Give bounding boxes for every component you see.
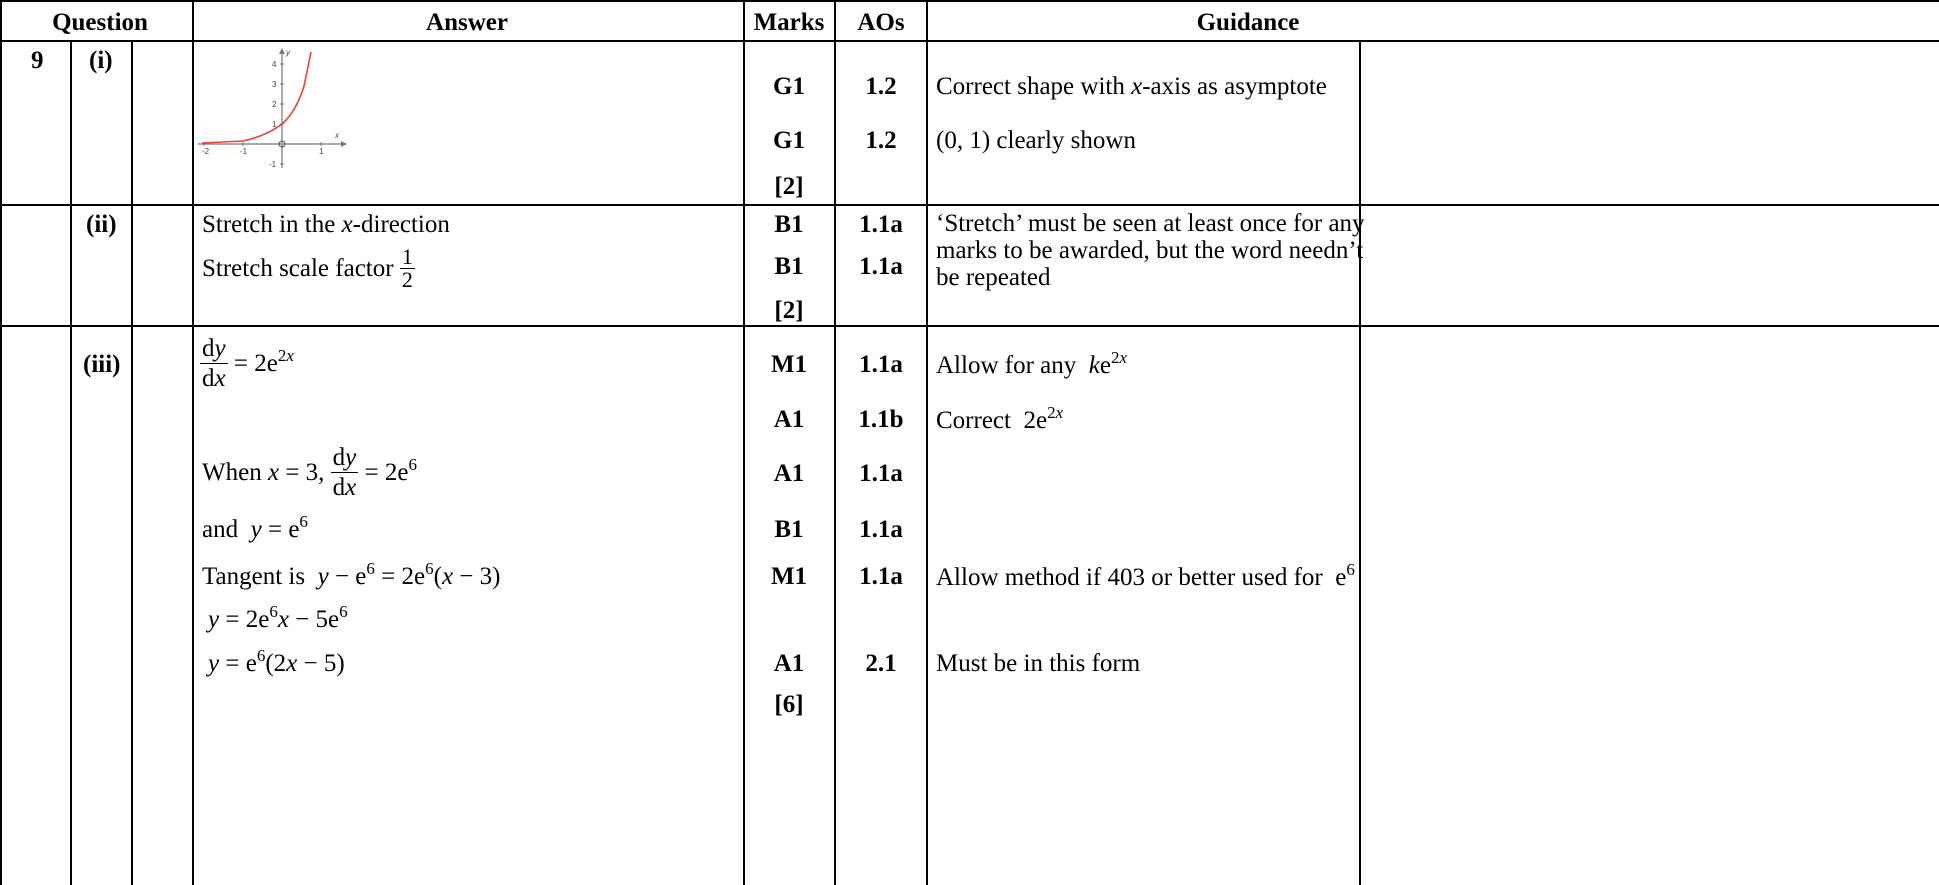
answer-ii-2: Stretch scale factor $\frac{1}{2}$ bbox=[202, 244, 413, 292]
guidance-i-2: (0, 1) clearly shown bbox=[936, 127, 1136, 154]
answer-iii-and: and $y = e^6$ bbox=[202, 512, 308, 543]
mark-iii-1: M1 bbox=[770, 351, 808, 378]
answer-ii-1: Stretch in the x-direction bbox=[202, 211, 450, 238]
mark-iii-6: A1 bbox=[773, 650, 805, 677]
col-line-part bbox=[131, 40, 133, 885]
ao-ii-1: 1.1a bbox=[859, 211, 903, 238]
answer-iii-tangent: Tangent is $y - e^6 = 2e^6(x - 3)$ bbox=[202, 559, 501, 590]
ao-iii-1: 1.1a bbox=[859, 351, 903, 378]
x-axis-arrow bbox=[341, 141, 347, 147]
total-ii: [2] bbox=[774, 297, 804, 324]
x-tick--2: -2 bbox=[202, 147, 210, 156]
col-line-aos bbox=[834, 0, 836, 885]
y-tick--1: -1 bbox=[269, 160, 277, 169]
ao-iii-4: 1.1a bbox=[859, 516, 903, 543]
header-guidance: Guidance bbox=[1196, 9, 1300, 36]
y-axis-arrow bbox=[279, 48, 285, 54]
mark-iii-4: B1 bbox=[774, 516, 804, 543]
header-answer: Answer bbox=[426, 9, 508, 36]
mark-ii-2: B1 bbox=[774, 253, 804, 280]
ao-i-1: 1.2 bbox=[865, 73, 897, 100]
ao-ii-2: 1.1a bbox=[859, 253, 903, 280]
part-label-iii: (iii) bbox=[83, 351, 121, 378]
y-axis-label: y bbox=[286, 48, 290, 57]
mark-i-1: G1 bbox=[773, 73, 805, 100]
rule-header bbox=[0, 40, 1939, 42]
total-i: [2] bbox=[774, 173, 804, 200]
y-tick-1: 1 bbox=[272, 120, 277, 129]
mark-i-2: G1 bbox=[773, 127, 805, 154]
answer-iii-expanded: $y = 2e^6x - 5e^6$ bbox=[208, 602, 348, 633]
mark-iii-2: A1 bbox=[773, 406, 805, 433]
col-line-extra bbox=[1359, 40, 1361, 885]
part-label-i: (i) bbox=[89, 47, 113, 74]
rule-top bbox=[0, 0, 1939, 2]
guidance-iii-2: Correct $2e^{2x}$ bbox=[936, 403, 1064, 434]
mark-ii-1: B1 bbox=[774, 211, 804, 238]
mark-iii-3: A1 bbox=[773, 460, 805, 487]
ao-iii-3: 1.1a bbox=[859, 460, 903, 487]
y-tick-2: 2 bbox=[272, 100, 277, 109]
y-tick-4: 4 bbox=[272, 60, 277, 69]
answer-iii-when: When x = 3, $\frac{dy}{dx}$ = $2e^6$ bbox=[202, 444, 417, 501]
col-line-guidance bbox=[926, 0, 928, 885]
guidance-iii-6: Must be in this form bbox=[936, 650, 1141, 677]
exponential-graph bbox=[196, 46, 348, 172]
ao-i-2: 1.2 bbox=[865, 127, 897, 154]
header-aos: AOs bbox=[857, 9, 905, 36]
x-tick-1: 1 bbox=[319, 147, 324, 156]
guidance-iii-1: Allow for any $ke^{2x}$ bbox=[936, 348, 1128, 379]
header-question: Question bbox=[52, 9, 148, 36]
rule-part-i bbox=[0, 204, 1939, 206]
guidance-i-1: Correct shape with x-axis as asymptote bbox=[936, 73, 1327, 100]
answer-iii-final: $y = e^6(2x - 5)$ bbox=[208, 646, 345, 677]
total-iii: [6] bbox=[774, 691, 804, 718]
x-tick--1: -1 bbox=[240, 147, 248, 156]
fraction-half: $\frac{1}{2}$ bbox=[401, 244, 413, 292]
ao-iii-6: 2.1 bbox=[865, 650, 897, 677]
question-number: 9 bbox=[31, 47, 44, 74]
guidance-ii-1: ‘Stretch’ must be seen at least once for any bbox=[936, 210, 1365, 237]
rule-part-ii bbox=[0, 325, 1939, 327]
col-line-qnum bbox=[70, 40, 72, 885]
ao-iii-5: 1.1a bbox=[859, 563, 903, 590]
part-label-ii: (ii) bbox=[86, 211, 117, 238]
col-line-marks bbox=[743, 0, 745, 885]
col-line-answer bbox=[192, 0, 194, 885]
guidance-ii-3: be repeated bbox=[936, 264, 1051, 291]
guidance-ii-2: marks to be awarded, but the word needn’t bbox=[936, 237, 1364, 264]
x-axis-label: x bbox=[335, 131, 339, 140]
guidance-iii-5: Allow method if 403 or better used for $e^6$ bbox=[936, 560, 1355, 591]
header-marks: Marks bbox=[753, 9, 825, 36]
answer-iii-derivative: $\frac{dy}{dx}$ = $2e^{2x}$ bbox=[202, 335, 294, 392]
y-tick-3: 3 bbox=[272, 80, 277, 89]
mark-iii-5: M1 bbox=[770, 563, 808, 590]
col-line-left bbox=[0, 0, 2, 885]
exponential-curve bbox=[202, 52, 311, 143]
ao-iii-2: 1.1b bbox=[858, 406, 904, 433]
